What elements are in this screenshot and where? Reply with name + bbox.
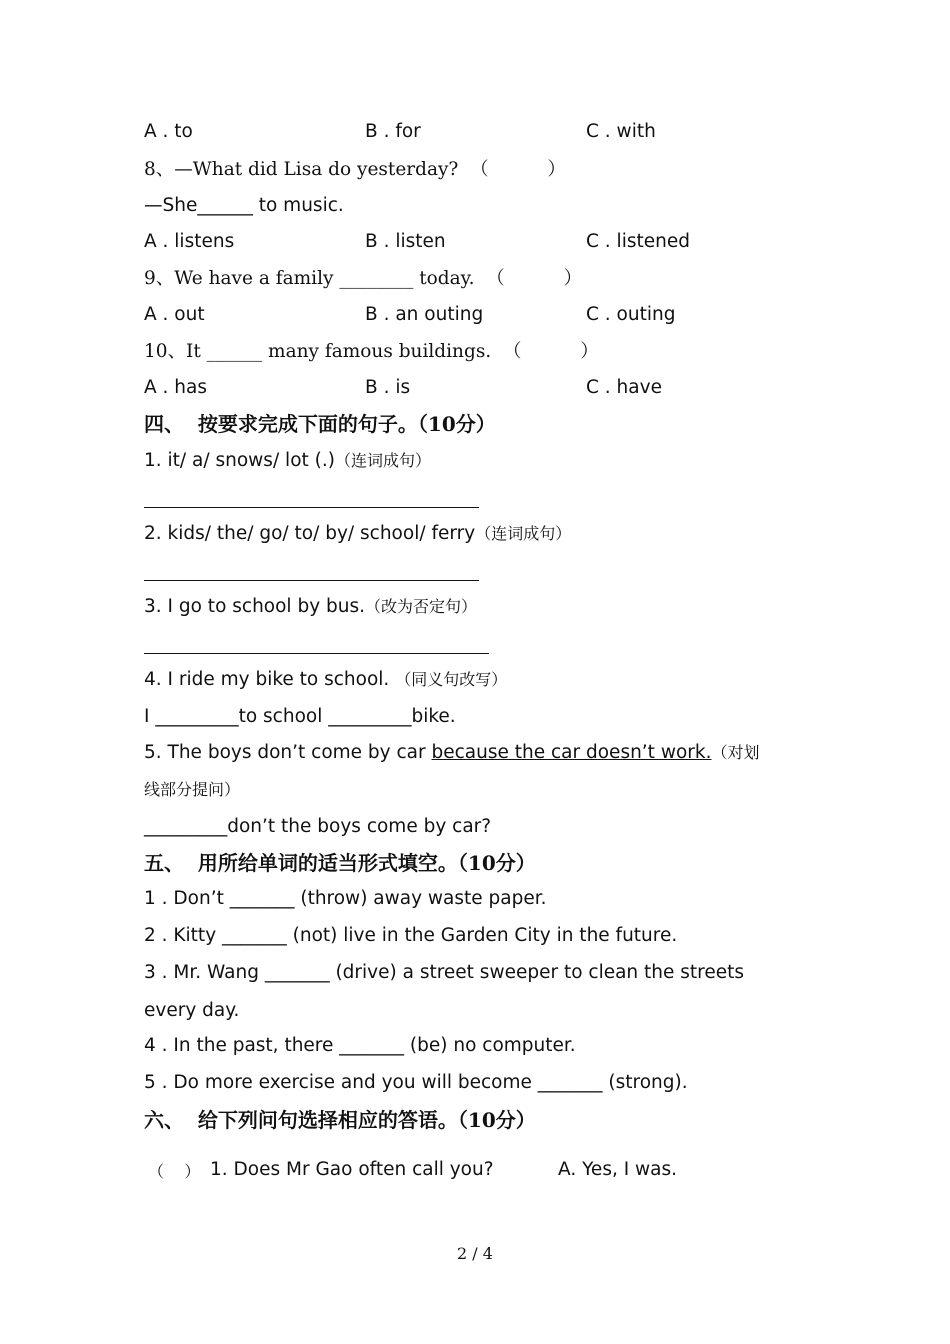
s4-q3-text: 3. I go to school by bus. — [144, 596, 366, 617]
section-5-heading: 五、 用所给单词的适当形式填空。（10分） — [144, 851, 536, 875]
page-number: 2 / 4 — [457, 1244, 493, 1263]
s4-q4-note: （同义句改写） — [395, 670, 508, 689]
section-6-heading: 六、 给下列问句选择相应的答语。（10分） — [144, 1108, 536, 1132]
s4-q1-answer-line — [144, 507, 479, 508]
q7-option-c: C . with — [586, 121, 656, 142]
s4-q5-answer: _________don’t the boys come by car? — [144, 816, 492, 837]
s4-q3-answer-line — [144, 653, 489, 654]
q7-option-a: A . to — [144, 121, 193, 142]
q10-option-b: B . is — [365, 377, 411, 398]
q10-option-a: A . has — [144, 377, 207, 398]
q10-option-c: C . have — [586, 377, 662, 398]
s4-q5-note-a: （对划 — [711, 743, 760, 762]
q9-option-c: C . outing — [586, 304, 676, 325]
s5-item-4: 4 . In the past, there _______ (be) no computer. — [144, 1035, 576, 1056]
q7-option-b: B . for — [365, 121, 421, 142]
s4-q4-answer: I _________to school _________bike. — [144, 706, 456, 727]
s5-item-3-cont: every day. — [144, 1000, 240, 1021]
s4-q5-note-b: 线部分提问） — [144, 780, 241, 799]
s5-item-5: 5 . Do more exercise and you will become _______ (strong). — [144, 1072, 688, 1093]
s4-question-3 — [144, 595, 477, 619]
q8-option-a: A . listens — [144, 231, 235, 252]
s4-q2-note: （连词成句） — [475, 524, 572, 543]
q8-option-b: B . listen — [365, 231, 446, 252]
s4-q2-text: 2. kids/ the/ go/ to/ by/ school/ ferry — [144, 523, 476, 544]
section-4-heading: 四、 按要求完成下面的句子。（10分） — [144, 412, 496, 436]
q8-question: 8、—What did Lisa do yesterday? （ ） — [144, 159, 566, 180]
q8-option-c: C . listened — [586, 231, 690, 252]
s4-question-1 — [144, 449, 431, 473]
s6-q1-question: 1. Does Mr Gao often call you? — [210, 1159, 494, 1180]
s4-q5-underlined: because the car doesn’t work. — [431, 742, 712, 763]
q9-option-a: A . out — [144, 304, 205, 325]
s5-item-1: 1 . Don’t _______ (throw) away waste paper. — [144, 888, 547, 909]
s4-q3-note: （改为否定句） — [365, 597, 478, 616]
s6-q1-answer: A. Yes, I was. — [558, 1159, 678, 1180]
q10-question: 10、It ______ many famous buildings. （ ） — [144, 341, 599, 362]
s4-q5-text: 5. The boys don’t come by car — [144, 742, 432, 763]
s5-item-2: 2 . Kitty _______ (not) live in the Garden City in the future. — [144, 925, 678, 946]
s4-q2-answer-line — [144, 580, 479, 581]
q9-option-b: B . an outing — [365, 304, 484, 325]
s4-q1-text: 1. it/ a/ snows/ lot (.) — [144, 450, 335, 471]
s4-q4-text: 4. I ride my bike to school. — [144, 669, 396, 690]
s6-q1-paren: （ ） — [148, 1162, 201, 1181]
s4-q1-note: （连词成句） — [334, 451, 431, 470]
s4-question-4 — [144, 668, 507, 692]
q8-answer: —She______ to music. — [144, 195, 344, 216]
s4-question-5 — [144, 741, 759, 765]
s5-item-3: 3 . Mr. Wang _______ (drive) a street sweeper to clean the streets — [144, 962, 745, 983]
q9-question: 9、We have a family ________ today. （ ） — [144, 268, 583, 289]
s4-question-2 — [144, 522, 571, 546]
